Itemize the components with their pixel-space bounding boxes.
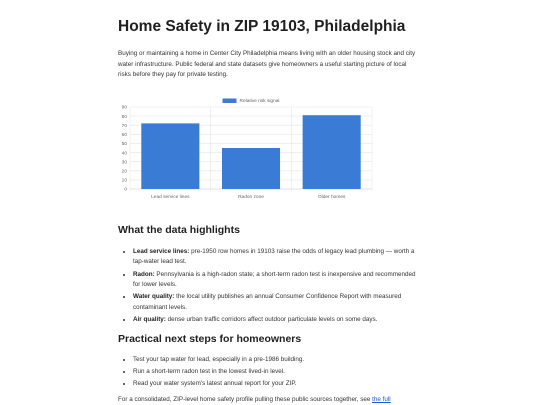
y-tick-label: 0 [124, 187, 127, 193]
list-item: • Read your water system's latest annual report for your ZIP. [133, 379, 423, 389]
list-item-term: Air quality: [133, 315, 166, 323]
list-item [133, 292, 423, 313]
next-steps-list [118, 355, 423, 392]
y-tick-label: 10 [121, 178, 127, 184]
y-tick-label: 20 [121, 169, 127, 175]
list-item [133, 247, 423, 268]
bar [141, 123, 199, 189]
legend-label: Relative risk signal [239, 99, 280, 105]
footer-text: For a consolidated, ZIP-level home safety profile pulling these public sources together, see [118, 396, 373, 403]
list-item-text: pre-1950 row homes in 19103 raise the odds of legacy lead plumbing — worth a tap-water lead test. [133, 248, 415, 266]
y-tick-label: 50 [121, 142, 127, 148]
bar [222, 148, 280, 189]
y-tick-label: 90 [121, 105, 127, 111]
bar [303, 115, 361, 189]
list-item-term: Lead service lines: [133, 248, 190, 255]
y-tick-label: 70 [121, 123, 127, 129]
page-title: Home Safety in ZIP 19103, Philadelphia [118, 18, 406, 35]
y-tick-label: 30 [121, 160, 127, 166]
x-tick-label: Older homes [317, 195, 346, 200]
list-item-text: dense urban traffic corridors affect outdoor particulate levels on some days. [165, 315, 378, 323]
list-item-text: Pennsylvania is a high-radon state; a short-term radon test is inexpensive and recommended for lower levels. [133, 270, 416, 289]
list-item: • Test your tap water for lead, especially in a pre-1986 building. [133, 355, 423, 365]
y-tick-label: 60 [121, 133, 127, 139]
y-tick-label: 40 [121, 151, 127, 157]
list-item-term: Radon: [133, 270, 155, 278]
full-profile-link[interactable]: the full [372, 396, 391, 403]
intro-paragraph: Buying or maintaining a home in Center City Philadelphia means living with an older housing stock and city water infrastructure. Public federal and state datasets give homeowners a useful starting picture of local risks before they pay for private testing. [118, 50, 416, 79]
list-item-term: Water quality: [133, 293, 175, 301]
list-item [133, 315, 423, 325]
highlights-list [118, 247, 423, 327]
highlights-heading: What the data highlights [118, 224, 240, 236]
y-tick-label: 80 [121, 114, 127, 120]
x-tick-label: Radon zone [238, 195, 264, 200]
footer-paragraph [118, 395, 428, 405]
list-item: • Run a short-term radon test in the lowest lived-in level. [133, 367, 423, 377]
legend-swatch [223, 99, 237, 104]
risk-bar-chart [118, 92, 420, 204]
next-steps-heading: Practical next steps for homeowners [118, 333, 302, 345]
x-tick-label: Lead service lines [151, 195, 190, 200]
list-item-text: the local utility publishes an annual Consumer Confidence Report with measured contaminant levels. [133, 293, 402, 311]
list-item [133, 270, 423, 291]
